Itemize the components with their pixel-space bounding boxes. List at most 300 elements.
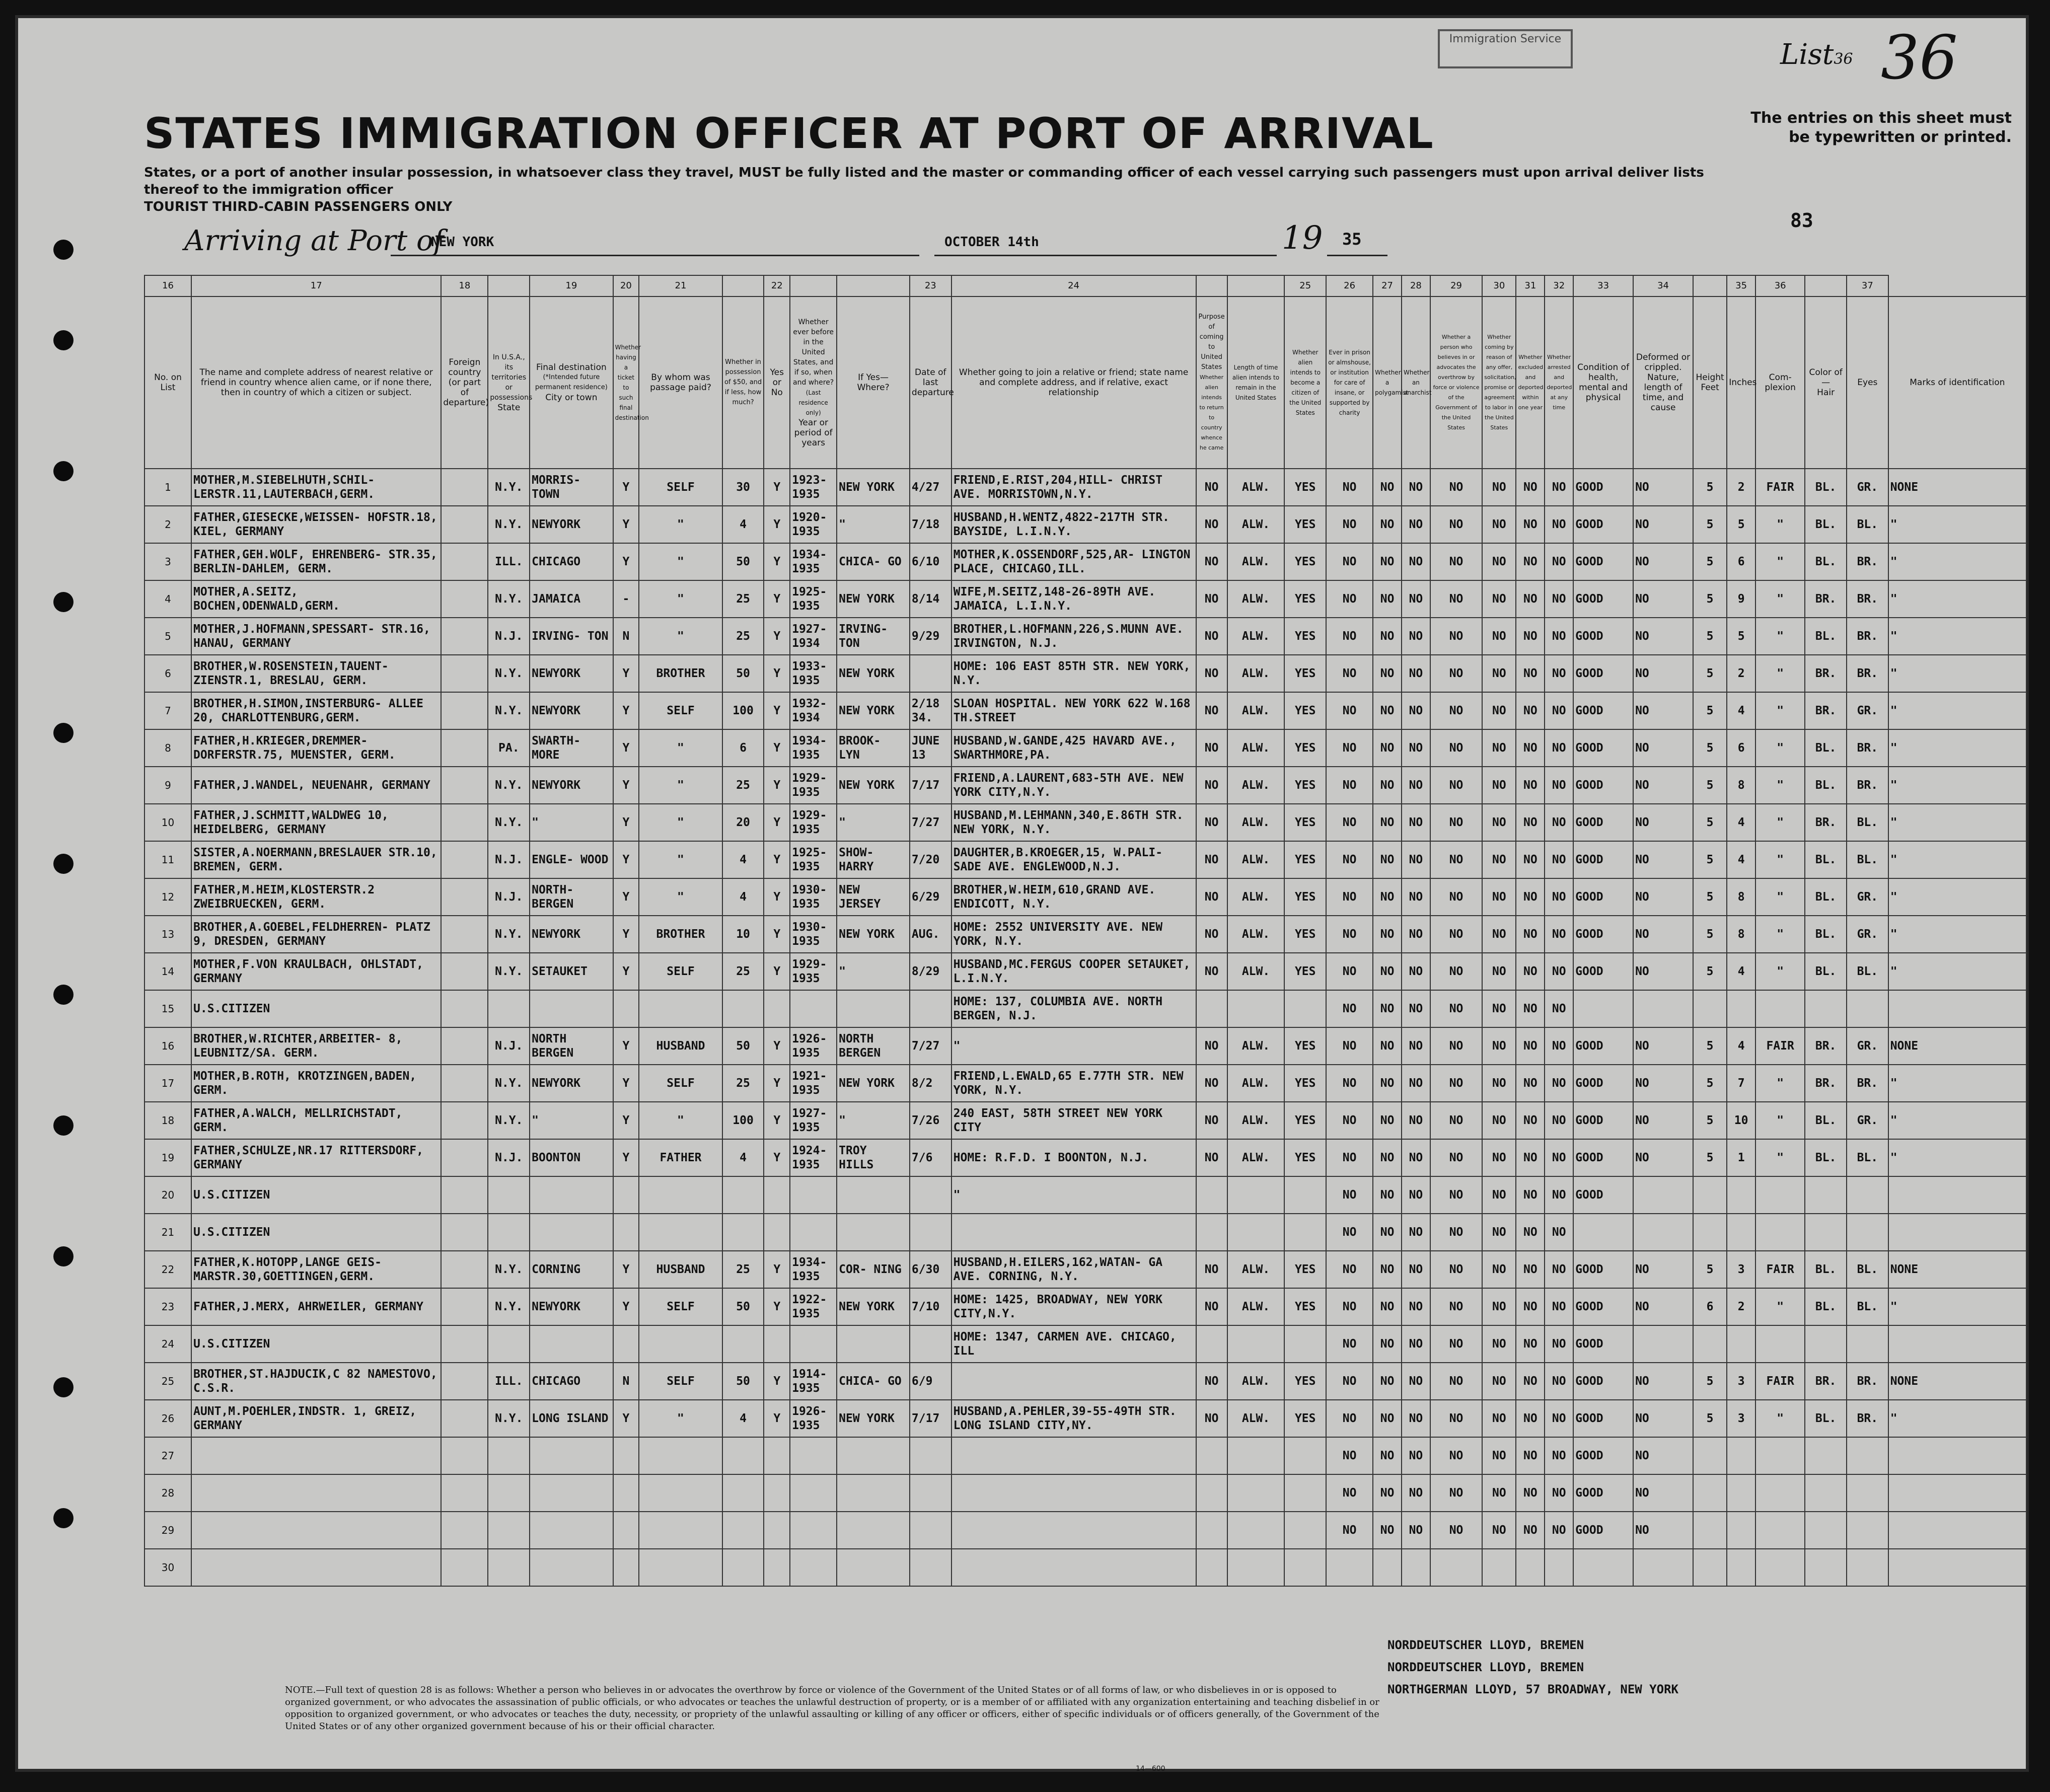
cell-q28: NO <box>1430 692 1482 729</box>
cell-inches <box>1727 1437 1755 1474</box>
cell-money: 25 <box>722 767 764 804</box>
cell-foreign-country <box>441 1512 488 1549</box>
cell-ticket: Y <box>613 469 639 506</box>
cell-ticket: Y <box>613 878 639 916</box>
cell-q25: NO <box>1326 953 1373 990</box>
cell-paid: " <box>639 767 722 804</box>
cell-hair: BR. <box>1805 655 1847 692</box>
column-number <box>837 275 910 296</box>
cell-q24b: ALW. <box>1227 1027 1285 1065</box>
cell-joining <box>951 1549 1196 1586</box>
cell-eyes: GR. <box>1847 692 1888 729</box>
cell-foreign-country <box>441 1288 488 1325</box>
cell-q24a: NO <box>1196 506 1227 543</box>
cell-hair: BR. <box>1805 692 1847 729</box>
cell-foreign-country <box>441 729 488 767</box>
cell-marks <box>1888 1474 2026 1512</box>
cell-q24c: YES <box>1284 1065 1326 1102</box>
col-q28: Whether a person who believes in or advocates the overthrow by force or violence of the Government of the United States <box>1430 296 1482 469</box>
cell-money: 25 <box>722 618 764 655</box>
table-row <box>144 1139 2026 1176</box>
cell-relative: BROTHER,W.ROSENSTEIN,TAUENT- ZIENSTR.1, BRESLAU, GERM. <box>191 655 441 692</box>
cell-q31: NO <box>1545 1512 1573 1549</box>
table-row <box>144 1474 2026 1512</box>
table-row <box>144 1325 2026 1363</box>
cell-money: 50 <box>722 543 764 580</box>
cell-joining: HUSBAND,H.WENTZ,4822-217TH STR. BAYSIDE, L.I.N.Y. <box>951 506 1196 543</box>
cell-ticket <box>613 1549 639 1586</box>
cell-paid: " <box>639 729 722 767</box>
cell-hair <box>1805 1325 1847 1363</box>
cell-q26: NO <box>1373 841 1402 878</box>
cell-q24c: YES <box>1284 1102 1326 1139</box>
cell-q24b <box>1227 1512 1285 1549</box>
cell-q26: NO <box>1373 916 1402 953</box>
cell-q25: NO <box>1326 1214 1373 1251</box>
cell-years: 1926- 1935 <box>790 1400 837 1437</box>
cell-marks: " <box>1888 655 2026 692</box>
cell-joining: DAUGHTER,B.KROEGER,15, W.PALI- SADE AVE. ENGLEWOOD,N.J. <box>951 841 1196 878</box>
cell-q31: NO <box>1545 580 1573 618</box>
cell-paid: " <box>639 618 722 655</box>
cell-feet: 5 <box>1693 506 1727 543</box>
cell-no: 30 <box>144 1549 191 1586</box>
cell-state <box>488 1325 530 1363</box>
list-label-text: List <box>1780 38 1834 71</box>
cell-complexion: " <box>1755 804 1805 841</box>
cell-where: CHICA- GO <box>837 543 910 580</box>
cell-marks: " <box>1888 618 2026 655</box>
cell-city: ENGLE- WOOD <box>530 841 613 878</box>
cell-q29: NO <box>1482 1251 1516 1288</box>
cell-q25: NO <box>1326 878 1373 916</box>
cell-q30: NO <box>1516 916 1545 953</box>
column-number: 31 <box>1516 275 1545 296</box>
cell-state: N.Y. <box>488 1251 530 1288</box>
cell-q24c <box>1284 1214 1326 1251</box>
cell-q31: NO <box>1545 878 1573 916</box>
cell-q28: NO <box>1430 804 1482 841</box>
cell-foreign-country <box>441 1027 488 1065</box>
cell-eyes <box>1847 990 1888 1027</box>
cell-ticket <box>613 1512 639 1549</box>
cell-inches: 2 <box>1727 655 1755 692</box>
cell-deformed: NO <box>1633 1512 1693 1549</box>
cell-q31: NO <box>1545 1214 1573 1251</box>
cell-ticket: Y <box>613 1251 639 1288</box>
cell-joining: MOTHER,K.OSSENDORF,525,AR- LINGTON PLACE, CHICAGO,ILL. <box>951 543 1196 580</box>
cell-q27: NO <box>1402 1139 1430 1176</box>
cell-city: CHICAGO <box>530 543 613 580</box>
table-row <box>144 1102 2026 1139</box>
cell-q28: NO <box>1430 729 1482 767</box>
cell-q31: NO <box>1545 692 1573 729</box>
cell-feet: 5 <box>1693 1400 1727 1437</box>
cell-deformed <box>1633 1549 1693 1586</box>
column-number: 32 <box>1545 275 1573 296</box>
cell-q31: NO <box>1545 1027 1573 1065</box>
cell-q27: NO <box>1402 1325 1430 1363</box>
cell-foreign-country <box>441 953 488 990</box>
cell-paid: " <box>639 841 722 878</box>
cell-ticket: Y <box>613 1400 639 1437</box>
cell-health: GOOD <box>1573 1102 1633 1139</box>
cell-q24b: ALW. <box>1227 953 1285 990</box>
cell-q24a: NO <box>1196 1139 1227 1176</box>
page-title: STATES IMMIGRATION OFFICER AT PORT OF ARRIVAL <box>144 109 1434 158</box>
cell-no: 14 <box>144 953 191 990</box>
cell-q24a <box>1196 1214 1227 1251</box>
cell-health: GOOD <box>1573 729 1633 767</box>
column-number: 37 <box>1847 275 1888 296</box>
cell-no: 20 <box>144 1176 191 1214</box>
cell-inches: 9 <box>1727 580 1755 618</box>
cell-q24a: NO <box>1196 1102 1227 1139</box>
cell-where: NEW YORK <box>837 1288 910 1325</box>
cell-foreign-country <box>441 878 488 916</box>
cell-where: NEW YORK <box>837 1065 910 1102</box>
cell-complexion: " <box>1755 1400 1805 1437</box>
cell-q28: NO <box>1430 1139 1482 1176</box>
cell-city <box>530 1549 613 1586</box>
cell-where: CHICA- GO <box>837 1363 910 1400</box>
cell-eyes: BR. <box>1847 767 1888 804</box>
cell-feet: 5 <box>1693 841 1727 878</box>
sheet-number: 83 <box>1790 209 1813 232</box>
cell-q28: NO <box>1430 655 1482 692</box>
cell-q29: NO <box>1482 953 1516 990</box>
cell-state: N.Y. <box>488 916 530 953</box>
cell-marks: " <box>1888 767 2026 804</box>
cell-q29: NO <box>1482 1102 1516 1139</box>
cell-deformed <box>1633 1214 1693 1251</box>
cell-deformed: NO <box>1633 469 1693 506</box>
cell-where: COR- NING <box>837 1251 910 1288</box>
cell-q26: NO <box>1373 953 1402 990</box>
cell-foreign-country <box>441 1474 488 1512</box>
year-underline <box>1327 255 1387 256</box>
cell-departure: 7/6 <box>910 1139 951 1176</box>
cell-ticket: Y <box>613 1139 639 1176</box>
cell-ticket <box>613 1214 639 1251</box>
cell-q29: NO <box>1482 692 1516 729</box>
cell-q26: NO <box>1373 1065 1402 1102</box>
cell-before <box>764 1474 790 1512</box>
cell-money <box>722 1512 764 1549</box>
cell-departure: 7/27 <box>910 1027 951 1065</box>
cell-departure: 8/2 <box>910 1065 951 1102</box>
col-purpose: Purpose of coming to United States <box>1198 313 1225 371</box>
cell-paid <box>639 1512 722 1549</box>
cell-eyes: GR. <box>1847 1102 1888 1139</box>
cell-hair: BL. <box>1805 1102 1847 1139</box>
cell-q24a: NO <box>1196 804 1227 841</box>
cell-q25: NO <box>1326 1363 1373 1400</box>
cell-q24c: YES <box>1284 878 1326 916</box>
cell-q24c <box>1284 1176 1326 1214</box>
cell-years <box>790 1437 837 1474</box>
cell-q24c: YES <box>1284 506 1326 543</box>
cell-no: 2 <box>144 506 191 543</box>
cell-paid <box>639 1214 722 1251</box>
cell-q28: NO <box>1430 1027 1482 1065</box>
table-row <box>144 953 2026 990</box>
cell-marks: NONE <box>1888 1251 2026 1288</box>
date-underline <box>934 255 1277 256</box>
cell-inches: 3 <box>1727 1400 1755 1437</box>
table-row <box>144 618 2026 655</box>
cell-foreign-country <box>441 692 488 729</box>
cell-complexion <box>1755 1512 1805 1549</box>
cell-deformed: NO <box>1633 1065 1693 1102</box>
col-where-label: Where? <box>857 383 890 393</box>
col-foreign-country: Foreign country (or part of departure) <box>441 296 488 469</box>
cell-health: GOOD <box>1573 692 1633 729</box>
cell-q24b: ALW. <box>1227 618 1285 655</box>
cell-q29: NO <box>1482 1363 1516 1400</box>
cell-city <box>530 1474 613 1512</box>
col-before-in-us: Whether ever before in the United States, and if so, when and where? <box>793 318 834 387</box>
cell-money: 25 <box>722 1251 764 1288</box>
cell-q28: NO <box>1430 841 1482 878</box>
cell-years: 1926- 1935 <box>790 1027 837 1065</box>
cell-departure <box>910 1437 951 1474</box>
cell-hair: BL. <box>1805 1139 1847 1176</box>
cell-q30 <box>1516 1549 1545 1586</box>
cell-deformed: NO <box>1633 729 1693 767</box>
cell-years: 1934- 1935 <box>790 729 837 767</box>
cell-money <box>722 1474 764 1512</box>
cell-money: 4 <box>722 506 764 543</box>
cell-city <box>530 1214 613 1251</box>
cell-hair: BL. <box>1805 767 1847 804</box>
cell-deformed <box>1633 1176 1693 1214</box>
col-prison: Ever in prison or almshouse, or institution for care of insane, or supported by charity <box>1326 296 1373 469</box>
column-number: 36 <box>1755 275 1805 296</box>
cell-q28: NO <box>1430 1288 1482 1325</box>
cell-feet: 5 <box>1693 1102 1727 1139</box>
cell-state: N.J. <box>488 878 530 916</box>
manifest-table <box>144 275 2027 1587</box>
col-passage-paid: By whom was passage paid? <box>639 296 722 469</box>
cell-city: NORTH BERGEN <box>530 1027 613 1065</box>
cell-departure: 6/9 <box>910 1363 951 1400</box>
cell-joining: BROTHER,W.HEIM,610,GRAND AVE. ENDICOTT, N.Y. <box>951 878 1196 916</box>
cell-state <box>488 1176 530 1214</box>
cell-q24b: ALW. <box>1227 1065 1285 1102</box>
cell-feet <box>1693 1549 1727 1586</box>
table-row <box>144 1512 2026 1549</box>
cell-q24a: NO <box>1196 878 1227 916</box>
cell-years: 1930- 1935 <box>790 878 837 916</box>
table-row <box>144 1065 2026 1102</box>
cell-years: 1921- 1935 <box>790 1065 837 1102</box>
cell-marks: " <box>1888 506 2026 543</box>
cell-before: Y <box>764 469 790 506</box>
cell-deformed: NO <box>1633 1363 1693 1400</box>
cell-relative: AUNT,M.POEHLER,INDSTR. 1, GREIZ, GERMANY <box>191 1400 441 1437</box>
footer-line-3: NORTHGERMAN LLOYD, 57 BROADWAY, NEW YORK <box>1387 1682 1678 1696</box>
cell-eyes: BL. <box>1847 1288 1888 1325</box>
cell-q30: NO <box>1516 729 1545 767</box>
cell-inches: 8 <box>1727 767 1755 804</box>
cell-marks: " <box>1888 804 2026 841</box>
cell-q24c: YES <box>1284 692 1326 729</box>
cell-complexion: " <box>1755 841 1805 878</box>
cell-q24c <box>1284 1512 1326 1549</box>
cell-where <box>837 1474 910 1512</box>
cell-relative: U.S.CITIZEN <box>191 990 441 1027</box>
cell-q24a: NO <box>1196 767 1227 804</box>
column-number: 17 <box>191 275 441 296</box>
cell-q31: NO <box>1545 1400 1573 1437</box>
column-number: 21 <box>639 275 722 296</box>
cell-eyes <box>1847 1549 1888 1586</box>
cell-years: 1923- 1935 <box>790 469 837 506</box>
table-row <box>144 1288 2026 1325</box>
cell-feet: 5 <box>1693 878 1727 916</box>
cell-relative: FATHER,GIESECKE,WEISSEN- HOFSTR.18, KIEL, GERMANY <box>191 506 441 543</box>
cell-hair <box>1805 990 1847 1027</box>
cell-health: GOOD <box>1573 1325 1633 1363</box>
cell-state: N.Y. <box>488 1400 530 1437</box>
cell-relative: MOTHER,A.SEITZ, BOCHEN,ODENWALD,GERM. <box>191 580 441 618</box>
cell-city <box>530 1325 613 1363</box>
cell-joining: HUSBAND,W.GANDE,425 HAVARD AVE., SWARTHMORE,PA. <box>951 729 1196 767</box>
cell-where: NEW YORK <box>837 655 910 692</box>
col-deformed: Deformed or crippled. Nature, length of time, and cause <box>1633 296 1693 469</box>
cell-q25: NO <box>1326 990 1373 1027</box>
cell-q30: NO <box>1516 1363 1545 1400</box>
cell-relative: BROTHER,W.RICHTER,ARBEITER- 8, LEUBNITZ/SA. GERM. <box>191 1027 441 1065</box>
cell-marks <box>1888 1549 2026 1586</box>
cell-joining <box>951 1512 1196 1549</box>
cell-q29: NO <box>1482 1214 1516 1251</box>
cell-years <box>790 1176 837 1214</box>
col-purpose-c: Whether alien intends to become a citizen of the United States <box>1284 296 1326 469</box>
cell-complexion <box>1755 1437 1805 1474</box>
cell-feet: 5 <box>1693 618 1727 655</box>
cell-relative: U.S.CITIZEN <box>191 1325 441 1363</box>
cell-q24c <box>1284 1474 1326 1512</box>
cell-feet: 5 <box>1693 1139 1727 1176</box>
cell-relative: FATHER,J.MERX, AHRWEILER, GERMANY <box>191 1288 441 1325</box>
binder-hole <box>53 1377 74 1397</box>
cell-q24c: YES <box>1284 1363 1326 1400</box>
cell-state <box>488 1214 530 1251</box>
cell-years <box>790 990 837 1027</box>
cell-complexion: " <box>1755 767 1805 804</box>
cell-inches: 4 <box>1727 692 1755 729</box>
cell-eyes: BR. <box>1847 543 1888 580</box>
cell-marks: " <box>1888 878 2026 916</box>
cell-q24c: YES <box>1284 1400 1326 1437</box>
cell-relative: BROTHER,H.SIMON,INSTERBURG- ALLEE 20, CHARLOTTENBURG,GERM. <box>191 692 441 729</box>
cell-inches: 5 <box>1727 506 1755 543</box>
cell-marks <box>1888 1176 2026 1214</box>
cell-foreign-country <box>441 1363 488 1400</box>
column-header-row <box>144 296 2026 469</box>
cell-state: PA. <box>488 729 530 767</box>
cell-ticket: Y <box>613 1065 639 1102</box>
cell-departure <box>910 990 951 1027</box>
cell-no: 29 <box>144 1512 191 1549</box>
cell-q25: NO <box>1326 1437 1373 1474</box>
cell-hair: BR. <box>1805 804 1847 841</box>
cell-q30: NO <box>1516 580 1545 618</box>
cell-departure: 7/10 <box>910 1288 951 1325</box>
cell-q24b: ALW. <box>1227 916 1285 953</box>
cell-deformed: NO <box>1633 878 1693 916</box>
cell-eyes <box>1847 1512 1888 1549</box>
cell-q24a: NO <box>1196 1288 1227 1325</box>
cell-q28: NO <box>1430 1512 1482 1549</box>
table-row <box>144 1251 2026 1288</box>
cell-no: 22 <box>144 1251 191 1288</box>
cell-q24b: ALW. <box>1227 841 1285 878</box>
cell-money: 50 <box>722 1363 764 1400</box>
cell-years: 1932- 1934 <box>790 692 837 729</box>
cell-feet <box>1693 1325 1727 1363</box>
cell-q30: NO <box>1516 1400 1545 1437</box>
cell-q25: NO <box>1326 916 1373 953</box>
cell-eyes: BL. <box>1847 1139 1888 1176</box>
cell-feet: 5 <box>1693 692 1727 729</box>
cell-q27: NO <box>1402 1288 1430 1325</box>
cell-city <box>530 1512 613 1549</box>
cell-deformed: NO <box>1633 692 1693 729</box>
cell-complexion: " <box>1755 692 1805 729</box>
cell-eyes: BL. <box>1847 1251 1888 1288</box>
cell-departure <box>910 1512 951 1549</box>
cell-money <box>722 1549 764 1586</box>
cell-money <box>722 1214 764 1251</box>
cell-deformed: NO <box>1633 543 1693 580</box>
cell-inches: 2 <box>1727 469 1755 506</box>
col-state-label: State <box>497 403 521 413</box>
cell-foreign-country <box>441 1139 488 1176</box>
cell-q27: NO <box>1402 1363 1430 1400</box>
cell-money: 50 <box>722 1288 764 1325</box>
cell-health <box>1573 1549 1633 1586</box>
cell-relative: MOTHER,J.HOFMANN,SPESSART- STR.16, HANAU, GERMANY <box>191 618 441 655</box>
cell-q24c <box>1284 1325 1326 1363</box>
cell-q26: NO <box>1373 1437 1402 1474</box>
cell-relative: SISTER,A.NOERMANN,BRESLAUER STR.10, BREMEN, GERM. <box>191 841 441 878</box>
cell-where: " <box>837 953 910 990</box>
cell-complexion: " <box>1755 878 1805 916</box>
shipping-line-footer <box>1387 1634 1678 1700</box>
cell-q29 <box>1482 1549 1516 1586</box>
cell-before: Y <box>764 1102 790 1139</box>
cell-before: Y <box>764 767 790 804</box>
cell-marks: " <box>1888 1400 2026 1437</box>
cell-q29: NO <box>1482 543 1516 580</box>
cell-feet: 5 <box>1693 1027 1727 1065</box>
cell-complexion <box>1755 1214 1805 1251</box>
cell-money: 4 <box>722 841 764 878</box>
cell-q24a: NO <box>1196 841 1227 878</box>
cell-state: N.Y. <box>488 580 530 618</box>
cell-marks: " <box>1888 1288 2026 1325</box>
cell-no: 16 <box>144 1027 191 1065</box>
cell-marks <box>1888 1214 2026 1251</box>
cell-before <box>764 990 790 1027</box>
table-row <box>144 506 2026 543</box>
cell-departure: 4/27 <box>910 469 951 506</box>
cell-before: Y <box>764 1027 790 1065</box>
cell-health: GOOD <box>1573 1176 1633 1214</box>
